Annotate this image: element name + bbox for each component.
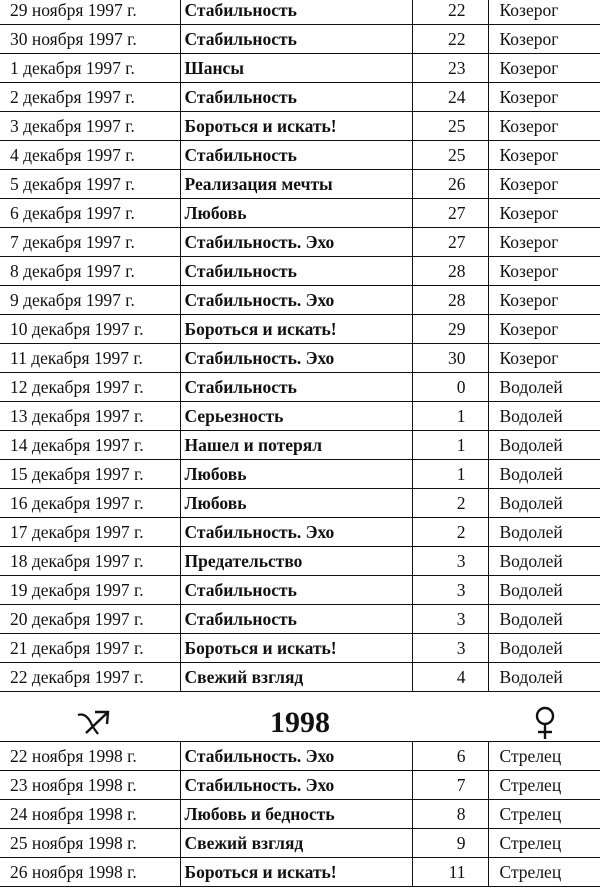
sign-cell: Водолей	[488, 402, 600, 431]
year-label: 1998	[270, 706, 330, 739]
sign-cell: Водолей	[488, 634, 600, 663]
title-cell: Стабильность. Эхо	[180, 286, 412, 315]
title-cell: Любовь	[180, 489, 412, 518]
sign-cell: Водолей	[488, 663, 600, 692]
sign-cell: Козерог	[488, 257, 600, 286]
number-cell: 9	[412, 829, 488, 858]
table-row	[0, 112, 600, 141]
table-row	[0, 286, 600, 315]
sign-cell: Стрелец	[488, 742, 600, 771]
number-cell: 2	[412, 518, 488, 547]
date-cell: 5 декабря 1997 г.	[0, 170, 180, 199]
title-cell: Любовь	[180, 460, 412, 489]
date-cell: 9 декабря 1997 г.	[0, 286, 180, 315]
title-cell: Шансы	[180, 54, 412, 83]
table-row	[0, 315, 600, 344]
table-row	[0, 373, 600, 402]
sign-cell: Козерог	[488, 54, 600, 83]
table-row	[0, 0, 600, 25]
date-cell: 13 декабря 1997 г.	[0, 402, 180, 431]
sign-cell: Водолей	[488, 373, 600, 402]
date-cell: 3 декабря 1997 г.	[0, 112, 180, 141]
date-cell: 24 ноября 1998 г.	[0, 800, 180, 829]
date-cell: 2 декабря 1997 г.	[0, 83, 180, 112]
table-row	[0, 518, 600, 547]
number-cell: 30	[412, 344, 488, 373]
title-cell: Бороться и искать!	[180, 112, 412, 141]
table-row	[0, 228, 600, 257]
table-row	[0, 83, 600, 112]
date-cell: 25 ноября 1998 г.	[0, 829, 180, 858]
title-cell: Стабильность. Эхо	[180, 344, 412, 373]
sign-cell: Водолей	[488, 547, 600, 576]
date-cell: 8 декабря 1997 г.	[0, 257, 180, 286]
date-cell: 12 декабря 1997 г.	[0, 373, 180, 402]
table-row	[0, 344, 600, 373]
sign-cell: Водолей	[488, 460, 600, 489]
title-cell: Стабильность	[180, 576, 412, 605]
number-cell: 8	[412, 800, 488, 829]
table-row	[0, 771, 600, 800]
table-row	[0, 54, 600, 83]
sign-cell: Козерог	[488, 344, 600, 373]
sign-cell: Козерог	[488, 170, 600, 199]
date-cell: 11 декабря 1997 г.	[0, 344, 180, 373]
number-cell: 1	[412, 460, 488, 489]
table-row	[0, 402, 600, 431]
number-cell: 24	[412, 83, 488, 112]
date-cell: 30 ноября 1997 г.	[0, 25, 180, 54]
sign-cell: Козерог	[488, 286, 600, 315]
sign-cell: Водолей	[488, 576, 600, 605]
table-row	[0, 257, 600, 286]
number-cell: 29	[412, 315, 488, 344]
table-row	[0, 605, 600, 634]
number-cell: 3	[412, 576, 488, 605]
title-cell: Нашел и потерял	[180, 431, 412, 460]
table-row	[0, 742, 600, 771]
number-cell: 27	[412, 199, 488, 228]
title-cell: Реализация мечты	[180, 170, 412, 199]
title-cell: Стабильность. Эхо	[180, 742, 412, 771]
sign-cell: Козерог	[488, 0, 600, 25]
number-cell: 23	[412, 54, 488, 83]
title-cell: Серьезность	[180, 402, 412, 431]
table-row	[0, 170, 600, 199]
title-cell: Свежий взгляд	[180, 663, 412, 692]
table-row	[0, 199, 600, 228]
number-cell: 2	[412, 489, 488, 518]
date-cell: 29 ноября 1997 г.	[0, 0, 180, 25]
table-row	[0, 858, 600, 887]
table-row	[0, 663, 600, 692]
table-1998-body	[0, 742, 600, 887]
sign-cell: Козерог	[488, 315, 600, 344]
number-cell: 11	[412, 858, 488, 887]
number-cell: 25	[412, 112, 488, 141]
number-cell: 3	[412, 547, 488, 576]
date-cell: 14 декабря 1997 г.	[0, 431, 180, 460]
title-cell: Стабильность	[180, 0, 412, 25]
sign-cell: Водолей	[488, 431, 600, 460]
date-cell: 22 декабря 1997 г.	[0, 663, 180, 692]
date-cell: 21 декабря 1997 г.	[0, 634, 180, 663]
sign-cell: Козерог	[488, 141, 600, 170]
venus-symbol-icon	[533, 706, 557, 740]
table-row	[0, 800, 600, 829]
date-cell: 22 ноября 1998 г.	[0, 742, 180, 771]
table-row	[0, 141, 600, 170]
date-cell: 4 декабря 1997 г.	[0, 141, 180, 170]
title-cell: Стабильность	[180, 25, 412, 54]
title-cell: Стабильность	[180, 605, 412, 634]
number-cell: 4	[412, 663, 488, 692]
number-cell: 1	[412, 402, 488, 431]
number-cell: 28	[412, 286, 488, 315]
number-cell: 3	[412, 634, 488, 663]
title-cell: Бороться и искать!	[180, 315, 412, 344]
date-cell: 19 декабря 1997 г.	[0, 576, 180, 605]
title-cell: Стабильность. Эхо	[180, 518, 412, 547]
number-cell: 7	[412, 771, 488, 800]
title-cell: Предательство	[180, 547, 412, 576]
number-cell: 3	[412, 605, 488, 634]
date-cell: 6 декабря 1997 г.	[0, 199, 180, 228]
title-cell: Стабильность	[180, 83, 412, 112]
date-cell: 23 ноября 1998 г.	[0, 771, 180, 800]
date-cell: 26 ноября 1998 г.	[0, 858, 180, 887]
sign-cell: Стрелец	[488, 829, 600, 858]
table-1998	[0, 741, 600, 887]
date-cell: 16 декабря 1997 г.	[0, 489, 180, 518]
date-cell: 7 декабря 1997 г.	[0, 228, 180, 257]
date-cell: 1 декабря 1997 г.	[0, 54, 180, 83]
date-cell: 17 декабря 1997 г.	[0, 518, 180, 547]
title-cell: Стабильность. Эхо	[180, 771, 412, 800]
number-cell: 27	[412, 228, 488, 257]
table-row	[0, 829, 600, 858]
title-cell: Бороться и искать!	[180, 858, 412, 887]
title-cell: Любовь и бедность	[180, 800, 412, 829]
table-row	[0, 431, 600, 460]
number-cell: 26	[412, 170, 488, 199]
sign-cell: Козерог	[488, 83, 600, 112]
sign-cell: Стрелец	[488, 771, 600, 800]
sign-cell: Водолей	[488, 518, 600, 547]
year-header	[0, 701, 600, 743]
sign-cell: Козерог	[488, 25, 600, 54]
title-cell: Стабильность	[180, 141, 412, 170]
table-row	[0, 460, 600, 489]
table-row	[0, 634, 600, 663]
number-cell: 22	[412, 25, 488, 54]
title-cell: Свежий взгляд	[180, 829, 412, 858]
title-cell: Стабильность	[180, 257, 412, 286]
sign-cell: Водолей	[488, 489, 600, 518]
number-cell: 1	[412, 431, 488, 460]
title-cell: Стабильность	[180, 373, 412, 402]
number-cell: 22	[412, 0, 488, 25]
sign-cell: Козерог	[488, 112, 600, 141]
number-cell: 28	[412, 257, 488, 286]
sign-cell: Козерог	[488, 199, 600, 228]
number-cell: 0	[412, 373, 488, 402]
title-cell: Любовь	[180, 199, 412, 228]
date-cell: 20 декабря 1997 г.	[0, 605, 180, 634]
sign-cell: Стрелец	[488, 858, 600, 887]
table-row	[0, 25, 600, 54]
number-cell: 6	[412, 742, 488, 771]
table-row	[0, 547, 600, 576]
title-cell: Стабильность. Эхо	[180, 228, 412, 257]
date-cell: 10 декабря 1997 г.	[0, 315, 180, 344]
title-cell: Бороться и искать!	[180, 634, 412, 663]
table-row	[0, 576, 600, 605]
number-cell: 25	[412, 141, 488, 170]
table-row	[0, 489, 600, 518]
date-cell: 18 декабря 1997 г.	[0, 547, 180, 576]
sign-cell: Стрелец	[488, 800, 600, 829]
sign-cell: Водолей	[488, 605, 600, 634]
sign-cell: Козерог	[488, 228, 600, 257]
date-cell: 15 декабря 1997 г.	[0, 460, 180, 489]
